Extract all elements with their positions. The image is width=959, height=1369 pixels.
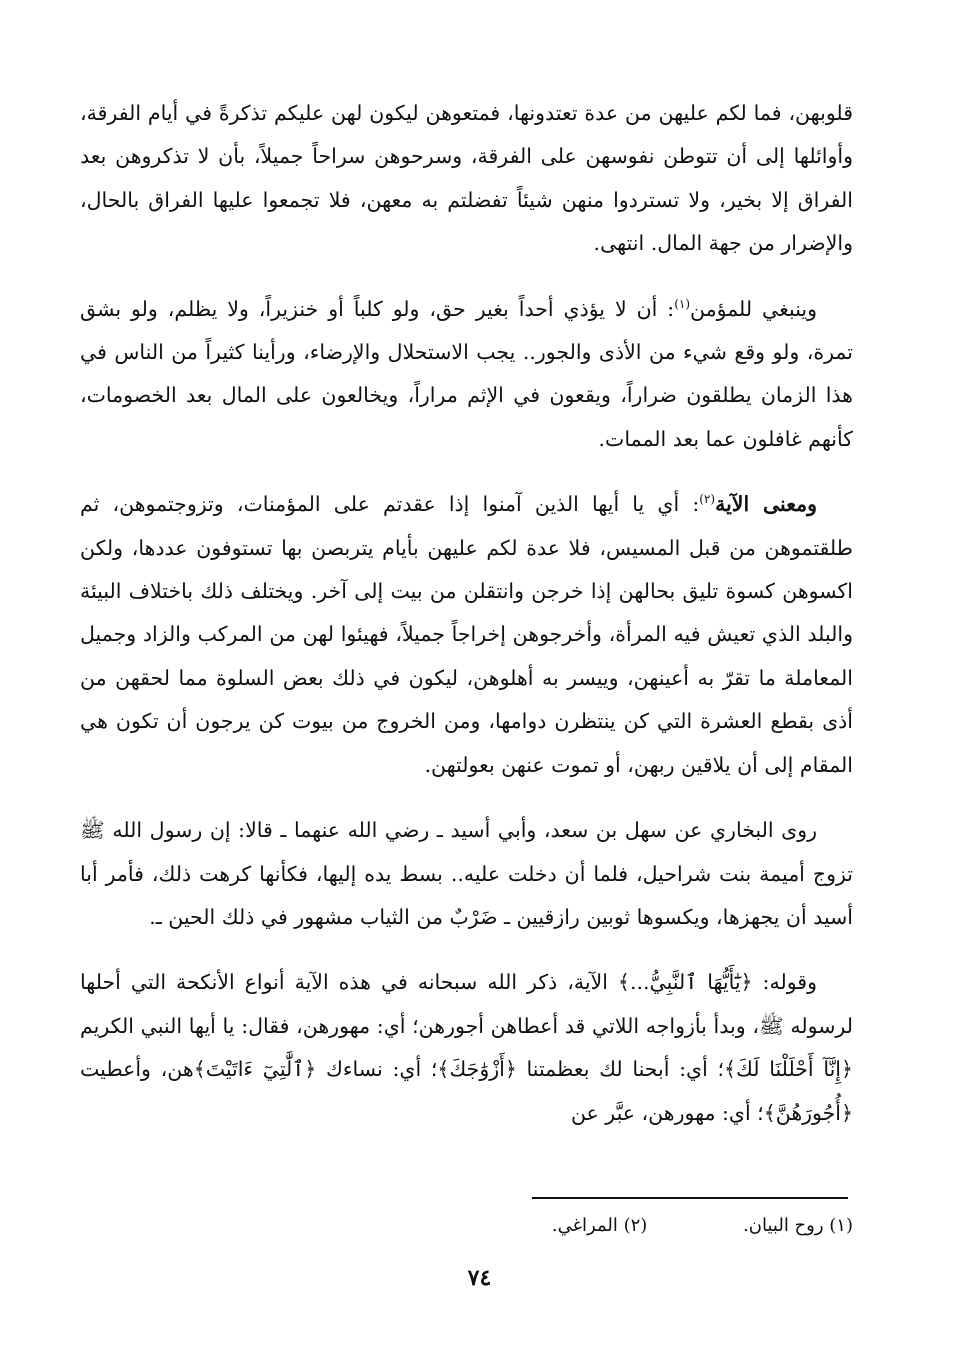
footnote-divider (532, 1197, 848, 1199)
paragraph-1-text: قلوبهن، فما لكم عليهن من عدة تعتدونها، فمتعوهن ليكون لهن عليكم تذكرةً في أيام الفرقة، وأوائلها إلى أن تتوطن نفوسهن على الفرقة، وسرحوهن سراحاً جميلاً، بأن لا تذكروهن بعد الفراق إلا بخير، ولا تستردوا منهن شيئاً تفضلتم به معهن، فلا تجمعوا عليها الفراق بالحال، والإضرار من جهة المال. انتهى. (80, 101, 853, 256)
body-text (80, 92, 853, 1157)
paragraph-4-text: روى البخاري عن سهل بن سعد، وأبي أسيد ـ رضي الله عنهما ـ قالا: إن رسول الله ﷺ تزوج أميمة بنت شراحيل، فلما أن دخلت عليه.. بسط يده إليها، فكأنها كرهت ذلك، فأمر أبا أسيد أن يجهزها، ويكسوها ثوبين رازقيين ـ ضَرْبٌ من الثياب مشهور في ذلك الحين ـ. (80, 818, 853, 929)
paragraph-3 (80, 483, 853, 787)
footnote-ref-1[interactable]: (١) (674, 296, 691, 311)
paragraph-3-rest: : أي يا أيها الذين آمنوا إذا عقدتم على المؤمنات، وتزوجتموهن، ثم طلقتموهن من قبل المسيس، فلا عدة لكم عليهن بأيام يتربصن بها تستوفون عددها، ولكن اكسوهن كسوة تليق بحالهن إذا خرجن وانتقلن من بيت إلى آخر. ويختلف ذلك باختلاف البيئة والبلد الذي تعيش فيه المرأة، وأخرجوهن إخراجاً جميلاً، فهيئوا لهن من المركب والزاد وجميل المعاملة ما تقرّ به أعينهن، وييسر به أهلوهن، ليكون في ذلك بعض السلوة مما لحقهن من أذى بقطع العشرة التي كن ينتظرن دوامها، ومن الخروج من بيوت كن يرجون أن تكون هي المقام إلى أن يلاقين ربهن، أو تموت عنهن بعولتهن. (80, 492, 853, 777)
paragraph-4 (80, 809, 853, 939)
paragraph-1 (80, 92, 853, 266)
paragraph-2 (80, 288, 853, 462)
footnote-2: (٢) المراغي. (551, 1215, 648, 1236)
paragraph-3-heading: ومعنى الآية (715, 492, 817, 517)
paragraph-2-start: وينبغي للمؤمن (690, 296, 817, 321)
paragraph-5 (80, 961, 853, 1135)
paragraph-2-rest: : أن لا يؤذي أحداً بغير حق، ولو كلباً أو خنزيراً، ولا يظلم، ولو بشق تمرة، ولو وقع شيء من الأذى والجور.. يجب الاستحلال والإرضاء، ورأينا كثيراً من الناس في هذا الزمان يطلقون ضراراً، ويقعون في الإثم مراراً، ويخالعون على المال بعد الخصومات، كأنهم غافلون عما بعد الممات. (80, 296, 853, 451)
footnote-ref-2[interactable]: (٢) (699, 492, 716, 507)
footnotes (552, 1213, 853, 1239)
footnote-1: (١) روح البيان. (743, 1215, 853, 1236)
page-number: ٧٤ (467, 1265, 492, 1291)
paragraph-5-text: وقوله: ﴿يَٰٓأَيُّهَا ٱلنَّبِيُّ...﴾ الآية، ذكر الله سبحانه في هذه الآية أنواع الأنكحة التي أحلها لرسوله ﷺ، وبدأ بأزواجه اللاتي قد أعطاهن أجورهن؛ أي: مهورهن، فقال: يا أيها النبي الكريم ﴿إِنَّآ أَحْلَلْنَا لَكَ﴾؛ أي: أبحنا لك بعظمتنا ﴿أَزْوَٰجَكَ﴾؛ أي: نساءك ﴿ٱلَّٰتِيٓ ءَاتَيْتَ﴾هن، وأعطيت ﴿أُجُورَهُنَّ﴾؛ أي: مهورهن، عبَّر عن (80, 970, 853, 1125)
